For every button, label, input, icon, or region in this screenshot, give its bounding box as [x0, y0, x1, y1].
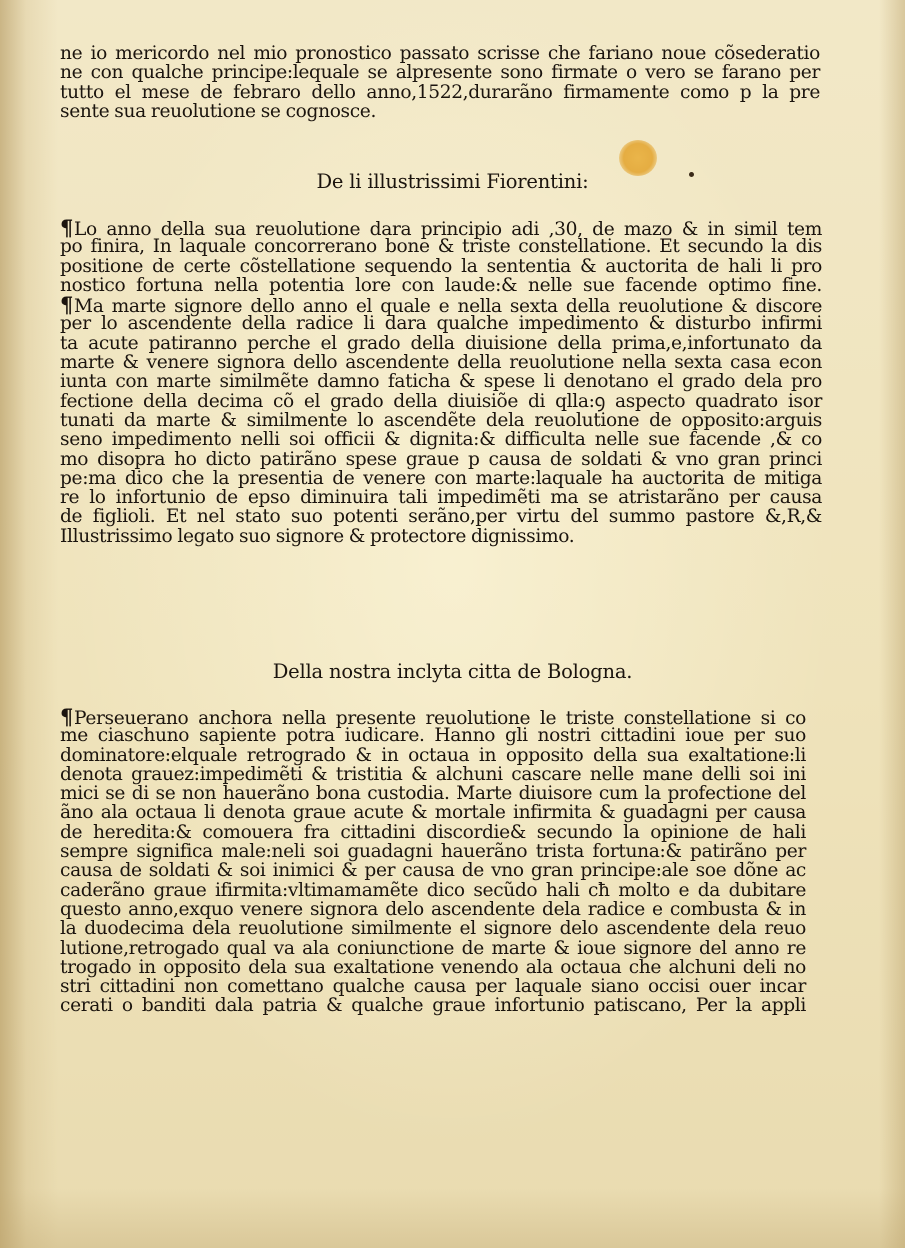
text-line: cerati o banditi dala patria & qualche graue infortunio patiscano, Per la appli	[60, 995, 806, 1017]
text-line: de figlioli. Et nel stato suo potenti serãno,per virtu del summo pastore &,R,&	[60, 506, 822, 528]
text-line	[60, 215, 822, 240]
text-line: lutione,retrogado qual va ala coniunctione de marte & ioue signore del anno re	[60, 937, 806, 959]
text-line: iunta con marte similmẽte damno faticha & spese li denotano el grado dela pro	[60, 371, 822, 393]
text-line: tutto el mese de febraro dello anno,1522,durarãno firmamente como p la pre	[60, 81, 820, 103]
text-line: nostico fortuna nella potentia lore con laude:& nelle sue facende optimo fine.	[60, 274, 822, 296]
text-line: pe:ma dico che la presentia de venere con marte:laquale ha auctorita de mitiga	[60, 467, 822, 489]
text-line: seno impedimento nelli soi officii & dignita:& difficulta nelle sue facende ,& co	[60, 429, 822, 451]
text-line: caderãno graue ifirmita:vltimamamẽte dico secũdo hali cħ molto e da dubitare	[60, 879, 806, 901]
pilcrow-icon: ¶	[60, 215, 74, 240]
text-line	[60, 292, 822, 318]
text-line: ne io mericordo nel mio pronostico passato scrisse che fariano noue cõsederatio	[60, 43, 820, 64]
text-line: me ciaschuno sapiente potra iudicare. Hanno gli nostri cittadini ioue per suo	[60, 725, 806, 747]
heading-bologna: Della nostra inclyta citta de Bologna.	[272, 660, 633, 683]
text-line: denota grauez:impedimẽti & tristitia & alchuni cascare nelle mane delli soi ini	[60, 763, 806, 785]
text-line: po finira, In laquale concorrerano bone & triste constellatione. Et secundo la dis	[60, 236, 822, 258]
text-line: questo anno,exquo venere signora delo ascendente dela radice e combusta & in	[60, 898, 806, 920]
text-line-content: Perseuerano anchora nella presente reuolutione le triste constellatione si co	[74, 708, 806, 729]
text-line: dominatore:elquale retrogrado & in octaua in opposito della sua exaltatione:li	[60, 744, 806, 766]
paragraph-bologna	[60, 704, 806, 1017]
text-line: de heredita:& comouera fra cittadini discordie& secundo la opinione de hali	[60, 821, 806, 843]
text-line: sente sua reuolutione se cognosce.	[60, 100, 377, 122]
paragraph-fiorentini	[60, 215, 822, 547]
text-line-content: Lo anno della sua reuolutione dara principio adi ,30, de mazo & in simil tem	[74, 219, 822, 240]
text-line: ãno ala octaua li denota graue acute & mortale infirmita & guadagni per causa	[60, 802, 806, 824]
text-line: Illustrissimo legato suo signore & protectore dignissimo.	[60, 525, 575, 547]
text-line: sempre significa male:neli soi guadagni hauerãno trista fortuna:& patirãno per	[60, 841, 806, 863]
pilcrow-icon: ¶	[60, 292, 74, 318]
text-line: re lo infortunio de epso diminuira tali impedimẽti ma se atristarãno per causa	[60, 487, 822, 509]
text-line: marte & venere signora dello ascendente della reuolutione nella sexta casa econ	[60, 352, 822, 374]
paragraph-pronostico	[60, 44, 820, 121]
text-line: mo disopra ho dicto patirãno spese graue p causa de soldati & vno gran princi	[60, 448, 822, 470]
heading-fiorentini: De li illustrissimi Fiorentini:	[316, 170, 589, 193]
text-line: ta acute patiranno perche el grado della diuisione della prima,e,infortunato da	[60, 332, 822, 354]
text-line: fectione della decima cõ el grado della diuisiõe di qlla:ꝯ aspecto quadrato isor	[60, 390, 822, 412]
text-line: per lo ascendente della radice li dara qualche impedimento & disturbo infirmi	[60, 313, 822, 335]
text-line: ne con qualche principe:lequale se alpresente sono firmate o vero se farano per	[60, 62, 820, 84]
page-bottom-edge-shading	[0, 1188, 905, 1248]
text-line: trogado in opposito dela sua exaltatione venendo ala octaua che alchuni deli no	[60, 956, 806, 978]
text-line: positione de certe cõstellatione sequendo la sententia & auctorita de hali li pro	[60, 255, 822, 277]
text-line: la duodecima dela reuolutione similmente el signore delo ascendente dela reuo	[60, 918, 806, 940]
text-line: tunati da marte & similmente lo ascendẽte dela reuolutione de opposito:arguis	[60, 409, 822, 431]
text-line-content: Ma marte signore dello anno el quale e nella sexta della reuolutione & discore	[74, 296, 822, 318]
text-line: stri cittadini non comettano qualche causa per laquale siano occisi ouer incar	[60, 976, 806, 998]
pilcrow-icon: ¶	[60, 704, 74, 729]
text-line: causa de soldati & soi inimici & per causa de vno gran principe:ale soe dõne ac	[60, 860, 806, 882]
text-line	[60, 704, 806, 729]
text-line: mici se di se non hauerãno bona custodia. Marte diuisore cum la profectione del	[60, 783, 806, 805]
